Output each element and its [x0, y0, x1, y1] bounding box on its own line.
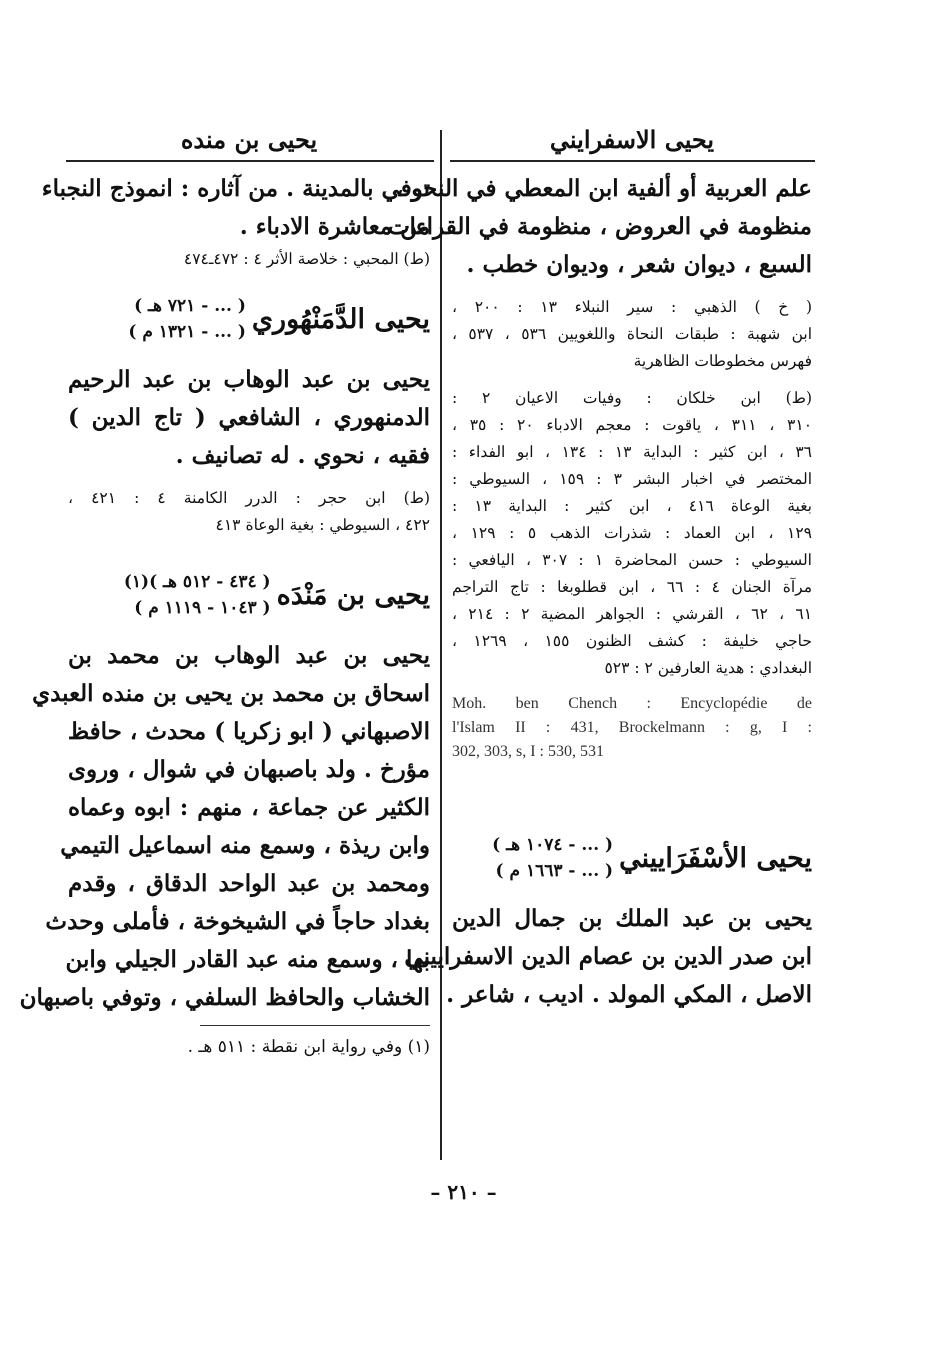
entry-name: يحيى الأسْفَرَاييني	[619, 842, 812, 874]
continuation-line: توفي بالمدينة . من آثاره : انموذج النجباء	[41, 175, 430, 202]
latin-reference-line: 302, 303, s, I : 530, 531	[452, 743, 604, 760]
reference-line: ٣٦ ، ابن كثير : البداية ١٣ : ١٣٤ ، ابو الفداء :	[452, 443, 812, 461]
reference-line: ٦١ ، ٦٢ ، القرشي : الجواهر المضية ٢ : ٢١٤ ،	[452, 605, 813, 623]
footnote-rule	[200, 1025, 430, 1026]
entry-line: وابن ريذة ، وسمع منه اسماعيل التيمي	[60, 832, 430, 859]
latin-reference-line: l'Islam II : 431, Brockelmann : g, I :	[452, 719, 812, 736]
dates-hijri: ( ... - ٧٢١ هـ )	[134, 296, 246, 316]
continuation-line: السبع ، ديوان شعر ، وديوان خطب .	[466, 251, 812, 278]
dates-gregorian: ( ... - ١٦٦٣ م )	[495, 861, 614, 881]
entry-name: يحيى الدَّمَنْهُوري	[251, 303, 430, 335]
entry-line: اسحاق بن محمد بن يحيى بن منده العبدي	[32, 680, 430, 707]
reference-line: ٤٢٢ ، السيوطي : بغية الوعاة ٤١٣	[215, 516, 430, 534]
entry-line: فقيه ، نحوي . له تصانيف .	[175, 442, 430, 469]
entry-line: الاصبهاني ( ابو زكريا ) محدث ، حافظ	[67, 718, 430, 745]
entry-line: ومحمد بن عبد الواحد الدقاق ، وقدم	[68, 870, 430, 897]
reference-line: مرآة الجنان ٤ : ٦٦ ، ابن قطلوبغا : تاج التراجم	[452, 578, 813, 596]
entry-line: الدمنهوري ، الشافعي ( تاج الدين )	[68, 404, 430, 431]
footnote: (١) وفي رواية ابن نقطة : ٥١١ هـ .	[187, 1037, 430, 1057]
reference-line: ١٢٩ ، ابن العماد : شذرات الذهب ٥ : ١٢٩ ،	[452, 524, 812, 542]
reference-line: حاجي خليفة : كشف الظنون ١٥٥ ، ١٢٦٩ ،	[452, 632, 812, 650]
page-number: – ٢١٠ –	[430, 1180, 497, 1204]
entry-dates	[124, 569, 271, 621]
dates-gregorian: ( ١٠٤٣ - ١١١٩ م )	[134, 598, 271, 618]
dates-hijri: ( ... - ١٠٧٤ هـ )	[492, 835, 614, 855]
column-divider	[440, 130, 442, 1160]
entry-name: يحيى بن مَنْدَه	[276, 579, 430, 611]
entry-heading	[68, 563, 430, 627]
left-column	[19, 120, 430, 1061]
entry-line: الخشاب والحافظ السلفي ، وتوفي باصبهان	[19, 984, 430, 1011]
reference-line: ابن شهبة : طبقات النحاة واللغويين ٥٣٦ ، ٥٣٧ ،	[452, 325, 812, 343]
reference-line: فهرس مخطوطات الظاهرية	[633, 352, 812, 370]
reference-line: (ط) ابن خلكان : وفيات الاعيان ٢ :	[452, 389, 813, 407]
entry-line: ابن صدر الدين بن عصام الدين الاسفراييني	[404, 943, 812, 970]
reference-line: بغية الوعاة ٤١٦ ، ابن كثير : البداية ١٣ :	[452, 497, 812, 515]
right-running-head: يحيى الاسفرايني	[549, 125, 715, 154]
entry-line: بها ، وسمع منه عبد القادر الجيلي وابن	[65, 946, 430, 973]
continuation-line: من معاشرة الادباء .	[239, 213, 430, 240]
entry-line: يحيى بن عبد الملك بن جمال الدين	[452, 905, 812, 932]
continuation-line: منظومة في العروض ، منظومة في القراءات	[387, 213, 812, 240]
entry-line: يحيى بن عبد الوهاب بن محمد بن	[68, 642, 430, 669]
reference-line: (ط) المحبي : خلاصة الأثر ٤ : ٤٧٢ـ٤٧٤	[183, 250, 430, 268]
entry-line: يحيى بن عبد الوهاب بن عبد الرحيم	[68, 366, 430, 393]
entry-line: الاصل ، المكي المولد . اديب ، شاعر .	[446, 981, 812, 1008]
entry-line: الكثير عن جماعة ، منهم : ابوه وعماه	[68, 794, 430, 821]
entry-dates	[128, 293, 246, 345]
entry-line: بغداد حاجاً في الشيخوخة ، فأملى وحدث	[45, 908, 430, 935]
right-column	[387, 120, 813, 1014]
dates-gregorian: ( ... - ١٣٢١ م )	[128, 322, 246, 342]
reference-line: المختصر في اخبار البشر ٣ : ١٥٩ ، السيوطي :	[452, 470, 813, 488]
reference-line: ( خ ) الذهبي : سير النبلاء ١٣ : ٢٠٠ ،	[452, 298, 813, 316]
entry-line: مؤرخ . ولد باصبهان في شوال ، وروى	[68, 756, 430, 783]
entry-dates	[492, 832, 613, 884]
reference-line: السيوطي : حسن المحاضرة ١ : ٣٠٧ ، اليافعي :	[452, 551, 812, 569]
continuation-line: علم العربية أو ألفية ابن المعطي في النحو ،	[395, 175, 812, 202]
entry-heading	[452, 826, 812, 890]
reference-line: البغدادي : هدية العارفين ٢ : ٥٢٣	[604, 659, 812, 677]
reference-line: ٣١٠ ، ٣١١ ، ياقوت : معجم الادباء ٢٠ : ٣٥ ،	[452, 416, 813, 434]
entry-heading	[68, 287, 430, 351]
dates-hijri: ( ٤٣٤ - ٥١٢ هـ )(١)	[123, 572, 271, 592]
reference-line: (ط) ابن حجر : الدرر الكامنة ٤ : ٤٢١ ،	[68, 489, 430, 507]
latin-reference-line: Moh. ben Chench : Encyclopédie de	[452, 695, 812, 712]
left-running-head: يحيى بن منده	[180, 125, 318, 154]
